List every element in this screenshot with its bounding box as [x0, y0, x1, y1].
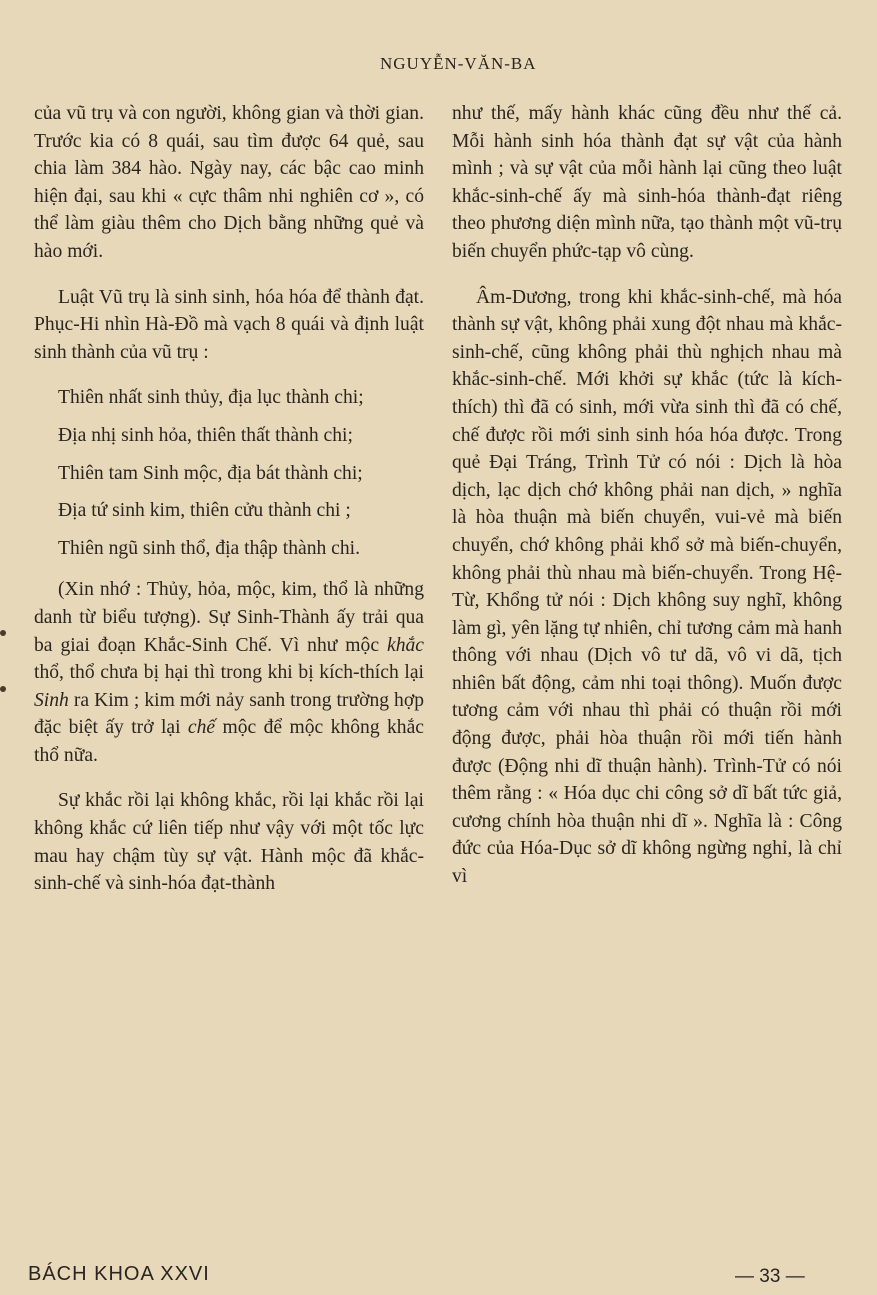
emphasis-word: Sinh: [34, 689, 69, 711]
emphasis-word: khắc: [387, 634, 424, 656]
verse-line: Thiên tam Sinh mộc, địa bát thành chi;: [58, 462, 363, 484]
paragraph: của vũ trụ và con người, không gian và thời gian. Trước kia có 8 quái, sau tìm được 64 quẻ, sau chia làm 384 hào. Ngày nay, các bậc cao minh hiện đại, sau khi « cực thâm nhi nghiên cơ », có thể làm giàu thêm cho Dịch bằng những quẻ và hào mới.: [34, 103, 424, 262]
margin-mark: [0, 630, 6, 636]
paragraph-text: ra Kim ; kim mới nảy sanh trong trường hợp đặc biệt ấy trở lại: [34, 689, 424, 739]
paragraph-text: (Xin nhớ : Thủy, hỏa, mộc, kim, thổ là những danh từ biểu tượng). Sự Sinh-Thành ấy trải qua ba giai đoạn Khắc-Sinh Chế. Vì như mộc: [34, 579, 424, 656]
paragraph: [34, 576, 424, 769]
paragraph: như thế, mấy hành khác cũng đều như thế cả. Mỗi hành sinh hóa thành đạt sự vật của hành mình ; và sự vật của mỗi hành lại cũng theo luật khắc-sinh-chế ấy mà sinh-hóa thành-đạt riêng theo phương diện mình nữa, tạo thành một vũ-trụ biến chuyển phức-tạp vô cùng.: [452, 103, 842, 262]
magazine-name: BÁCH KHOA XXVI: [28, 1263, 210, 1285]
paragraph: Luật Vũ trụ là sinh sinh, hóa hóa để thành đạt. Phục-Hi nhìn Hà-Đồ mà vạch 8 quái và định luật sinh thành của vũ trụ :: [34, 286, 424, 363]
page-number: — 33 —: [735, 1266, 805, 1287]
paragraph: Sự khắc rồi lại không khắc, rồi lại khắc rồi lại không khắc cứ liên tiếp như vậy với một tốc lực mau hay chậm tùy sự vật. Hành mộc đã khắc-sinh-chế và sinh-hóa đạt-thành: [34, 790, 424, 895]
paragraph: Âm-Dương, trong khi khắc-sinh-chế, mà hóa thành sự vật, không phải xung đột nhau mà khắc-sinh-chế, cũng không phải thù nghịch nhau mà khắc-sinh-chế. Mới khởi sự khắc (tức là kích-thích) thì đã có sinh, mới vừa sinh thì đã có chế, chế được rồi mới sinh sinh hóa hóa được. Trong quẻ Đại Tráng, Trình Tử có nói : Dịch là hòa dịch, lạc dịch chớ không phải nan dịch, » nghĩa là hòa thuận mà biến chuyển, vui-vẻ mà biến chuyển, chớ không phải khổ sở mà biến-chuyển, không phải thù nhau mà biến-chuyển. Trong Hệ-Từ, Khổng tử nói : Dịch không suy nghĩ, không làm gì, yên lặng tự nhiên, chỉ tương cảm mà hanh thông với nhau (Dịch vô tư dã, vô vi dã, tịch nhiên bất động, cảm nhi toại thông). Muốn được tương cảm với nhau thì phải có thuận rồi mới động được, phải hòa thuận rồi mới tiến hành được (Động nhi dĩ thuận hành). Trình-Tử có nói thêm rằng : « Hóa dục chi công sở dĩ bất tức giả, cương chính hòa thuận nhi dĩ ». Nghĩa là : Công đức của Hóa-Dục sở dĩ không ngừng nghỉ, là chỉ vì: [452, 286, 842, 888]
verse-line: Địa tứ sinh kim, thiên cửu thành chi ;: [58, 500, 351, 522]
running-header: NGUYỄN-VĂN-BA: [380, 54, 537, 73]
verse-line: Thiên ngũ sinh thổ, địa thập thành chi.: [58, 537, 361, 559]
verse-line: Thiên nhất sinh thủy, địa lục thành chi;: [58, 387, 364, 409]
left-column: [34, 100, 424, 898]
margin-mark: [0, 686, 6, 692]
emphasis-word: chế: [187, 717, 216, 739]
paragraph-text: thổ, thổ chưa bị hại thì trong khi bị kích-thích lại: [34, 662, 424, 684]
paragraph-text: mộc để mộc không khắc thổ nữa.: [34, 717, 424, 766]
right-column: [452, 100, 842, 891]
verse-line: Địa nhị sinh hỏa, thiên thất thành chi;: [58, 424, 353, 446]
